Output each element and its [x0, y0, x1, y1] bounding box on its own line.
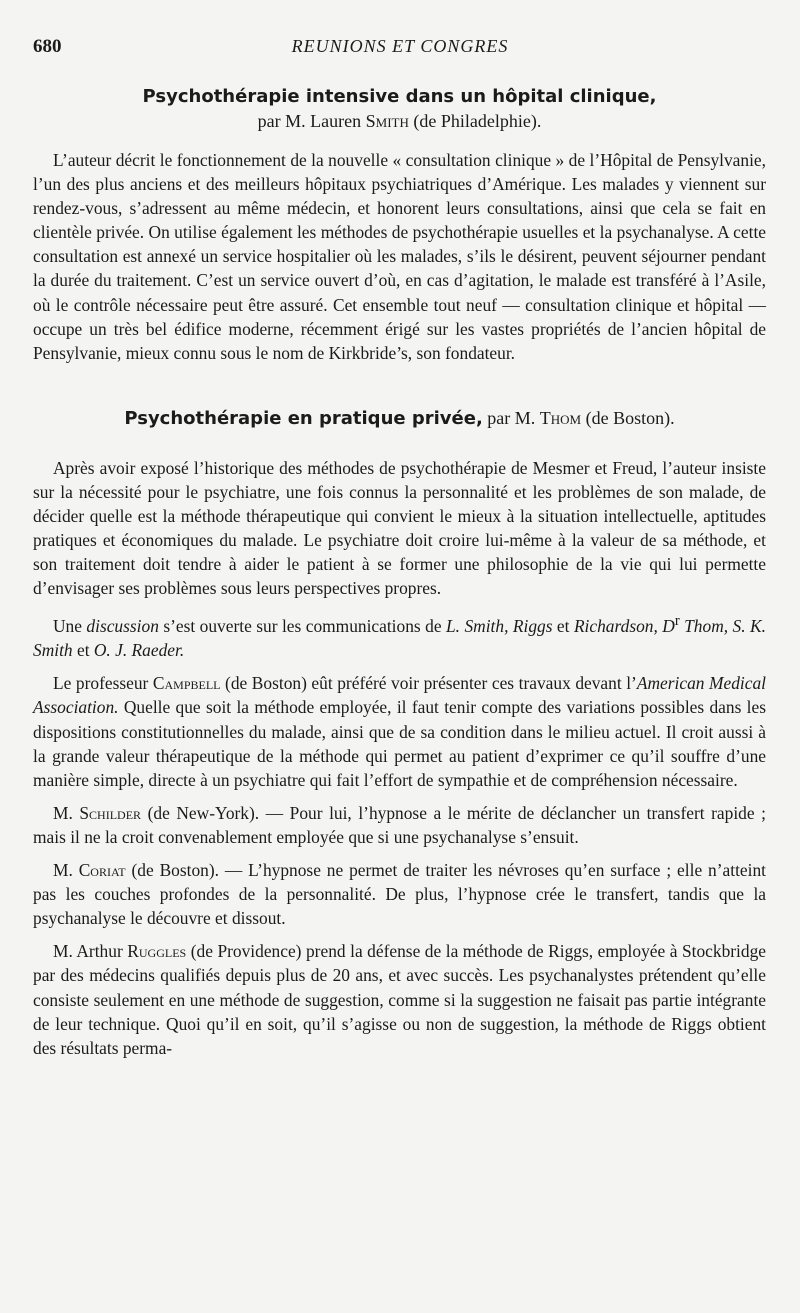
ruggles-paragraph: [33, 939, 766, 1059]
italic-run: L. Smith, Riggs: [445, 616, 553, 637]
text-run: (de Boston) eût préféré voir présenter ces travaux devant l’: [220, 673, 637, 694]
text-run: et: [72, 640, 94, 661]
article2-paragraph-1: Après avoir exposé l’historique des méthodes de psychothérapie de Mesmer et Freud, l’auteur insiste sur la nécessité pour le psychiatre, une fois connus la personnalité et les problèmes de son malade, de décider quelle est la méthode thérapeutique qui convient le mieux à la situation intellectuelle, aptitudes pratiques et économiques du malade. Le psychiatre doit croire lui-même à la valeur de sa méthode, et son traitement doit tendre à aider le patient à se former une philosophie de la vie qui lui permette d’envisager ses problèmes sous leurs perspectives propres.: [33, 457, 766, 599]
running-title: REUNIONS ET CONGRES: [291, 36, 509, 56]
text-run: Le professeur: [53, 673, 153, 694]
author-name: Smith: [365, 111, 409, 131]
byline-prefix: par M.: [482, 407, 540, 428]
article2-heading: [33, 406, 766, 431]
article1-title: Psychothérapie intensive dans un hôpital clinique,: [142, 86, 657, 107]
schilder-paragraph: [33, 801, 766, 849]
superscript: r: [674, 613, 680, 630]
article2-title: Psychothérapie en pratique privée,: [124, 407, 483, 429]
article1-body: L’auteur décrit le fonctionnement de la nouvelle « consultation clinique » de l’Hôpital de Pensylvanie, l’un des plus anciens et des meilleurs hôpitaux psychiatriques d’Amérique. Les malades y viennent sur rendez-vous, s’adressent au même médecin, et honorent leurs consultations, ainsi que cela se fait en clientèle privée. On utilise également les méthodes de psychothérapie usuelles et la psychanalyse. A cette consultation est annexé un service hospitalier où les malades, s’ils le désirent, peuvent séjourner pendant la durée du traitement. C’est un service ouvert d’où, en cas d’agitation, le malade est transféré à l’Asile, où le contrôle nécessaire peut être assuré. Cet ensemble tout neuf — consultation clinique et hôpital — occupe un très bel édifice moderne, récemment érigé sur les vastes propriétés de l’ancien hôpital de Pensylvanie, mieux connu sous le nom de Kirkbride’s, son fondateur.: [33, 150, 766, 363]
author-name: Thom: [539, 407, 582, 428]
italic-run: Thom, S. K. Smith: [33, 616, 766, 661]
text-run: M.: [53, 860, 79, 881]
italic-run: O. J. Raeder.: [93, 640, 185, 661]
speaker-name: Schilder: [79, 802, 142, 823]
text-run: Quelle que soit la méthode employée, il faut tenir compte des variations possibles dans les dispositions constitutionnelles du malade, ainsi que de sa condition dans le milieu actuel. Il croit aussi à la grande valeur thérapeutique de la méthode qui permet au patient d’exprimer ce qu’il souffre d’une manière simple, directe à un psychiatre qui fait l’effort de sympathie et de compréhension nécessaire.: [33, 697, 766, 790]
discussion-paragraph: [33, 609, 766, 662]
text-run: et: [552, 616, 574, 637]
italic-run: Richardson, D: [573, 616, 675, 637]
byline-suffix: (de Boston).: [581, 407, 675, 428]
text-run: s’est ouverte sur les communications de: [158, 616, 446, 637]
speaker-name: Coriat: [78, 860, 126, 881]
byline-prefix: par M. Lauren: [257, 111, 366, 131]
speaker-name: Ruggles: [127, 941, 187, 962]
page-number: 680: [33, 36, 62, 57]
text-run: M.: [53, 802, 80, 823]
text-run: (de Providence) prend la défense de la méthode de Riggs, employée à Stockbridge par des médecins qualifiés depuis plus de 20 ans, et avec succès. Les psychanalystes prétendent qu’elle consiste seulement en une méthode de suggestion, comme si la suggestion ne faisait pas partie intégrante de leur technique. Quoi qu’il en soit, qu’il s’agisse ou non de suggestion, la méthode de Riggs obtient des résultats perma-: [33, 941, 766, 1058]
italic-run: American Medical Association.: [33, 673, 766, 718]
article1-byline: [33, 109, 766, 134]
text-run: Une: [53, 616, 87, 637]
speaker-name: Campbell: [152, 673, 221, 694]
byline-suffix: (de Philadelphie).: [408, 111, 542, 131]
article1-heading: [33, 84, 766, 134]
campbell-paragraph: [33, 671, 766, 791]
page-content: [33, 84, 766, 1060]
text-run: (de New-York). — Pour lui, l’hypnose a le mérite de déclancher un transfert rapide ; mais il ne la croit convenablement employée que si une psychanalyse s’ensuit.: [33, 802, 766, 847]
text-run: (de Boston). — L’hypnose ne permet de traiter les névroses qu’en surface ; elle n’atteint pas les couches profondes de la personnalité. De plus, l’hypnose crée le transfert, tandis que la psychanalyse le découvre et dissout.: [33, 860, 766, 929]
coriat-paragraph: [33, 858, 766, 930]
italic-run: discussion: [86, 616, 159, 637]
text-run: M. Arthur: [53, 941, 128, 962]
